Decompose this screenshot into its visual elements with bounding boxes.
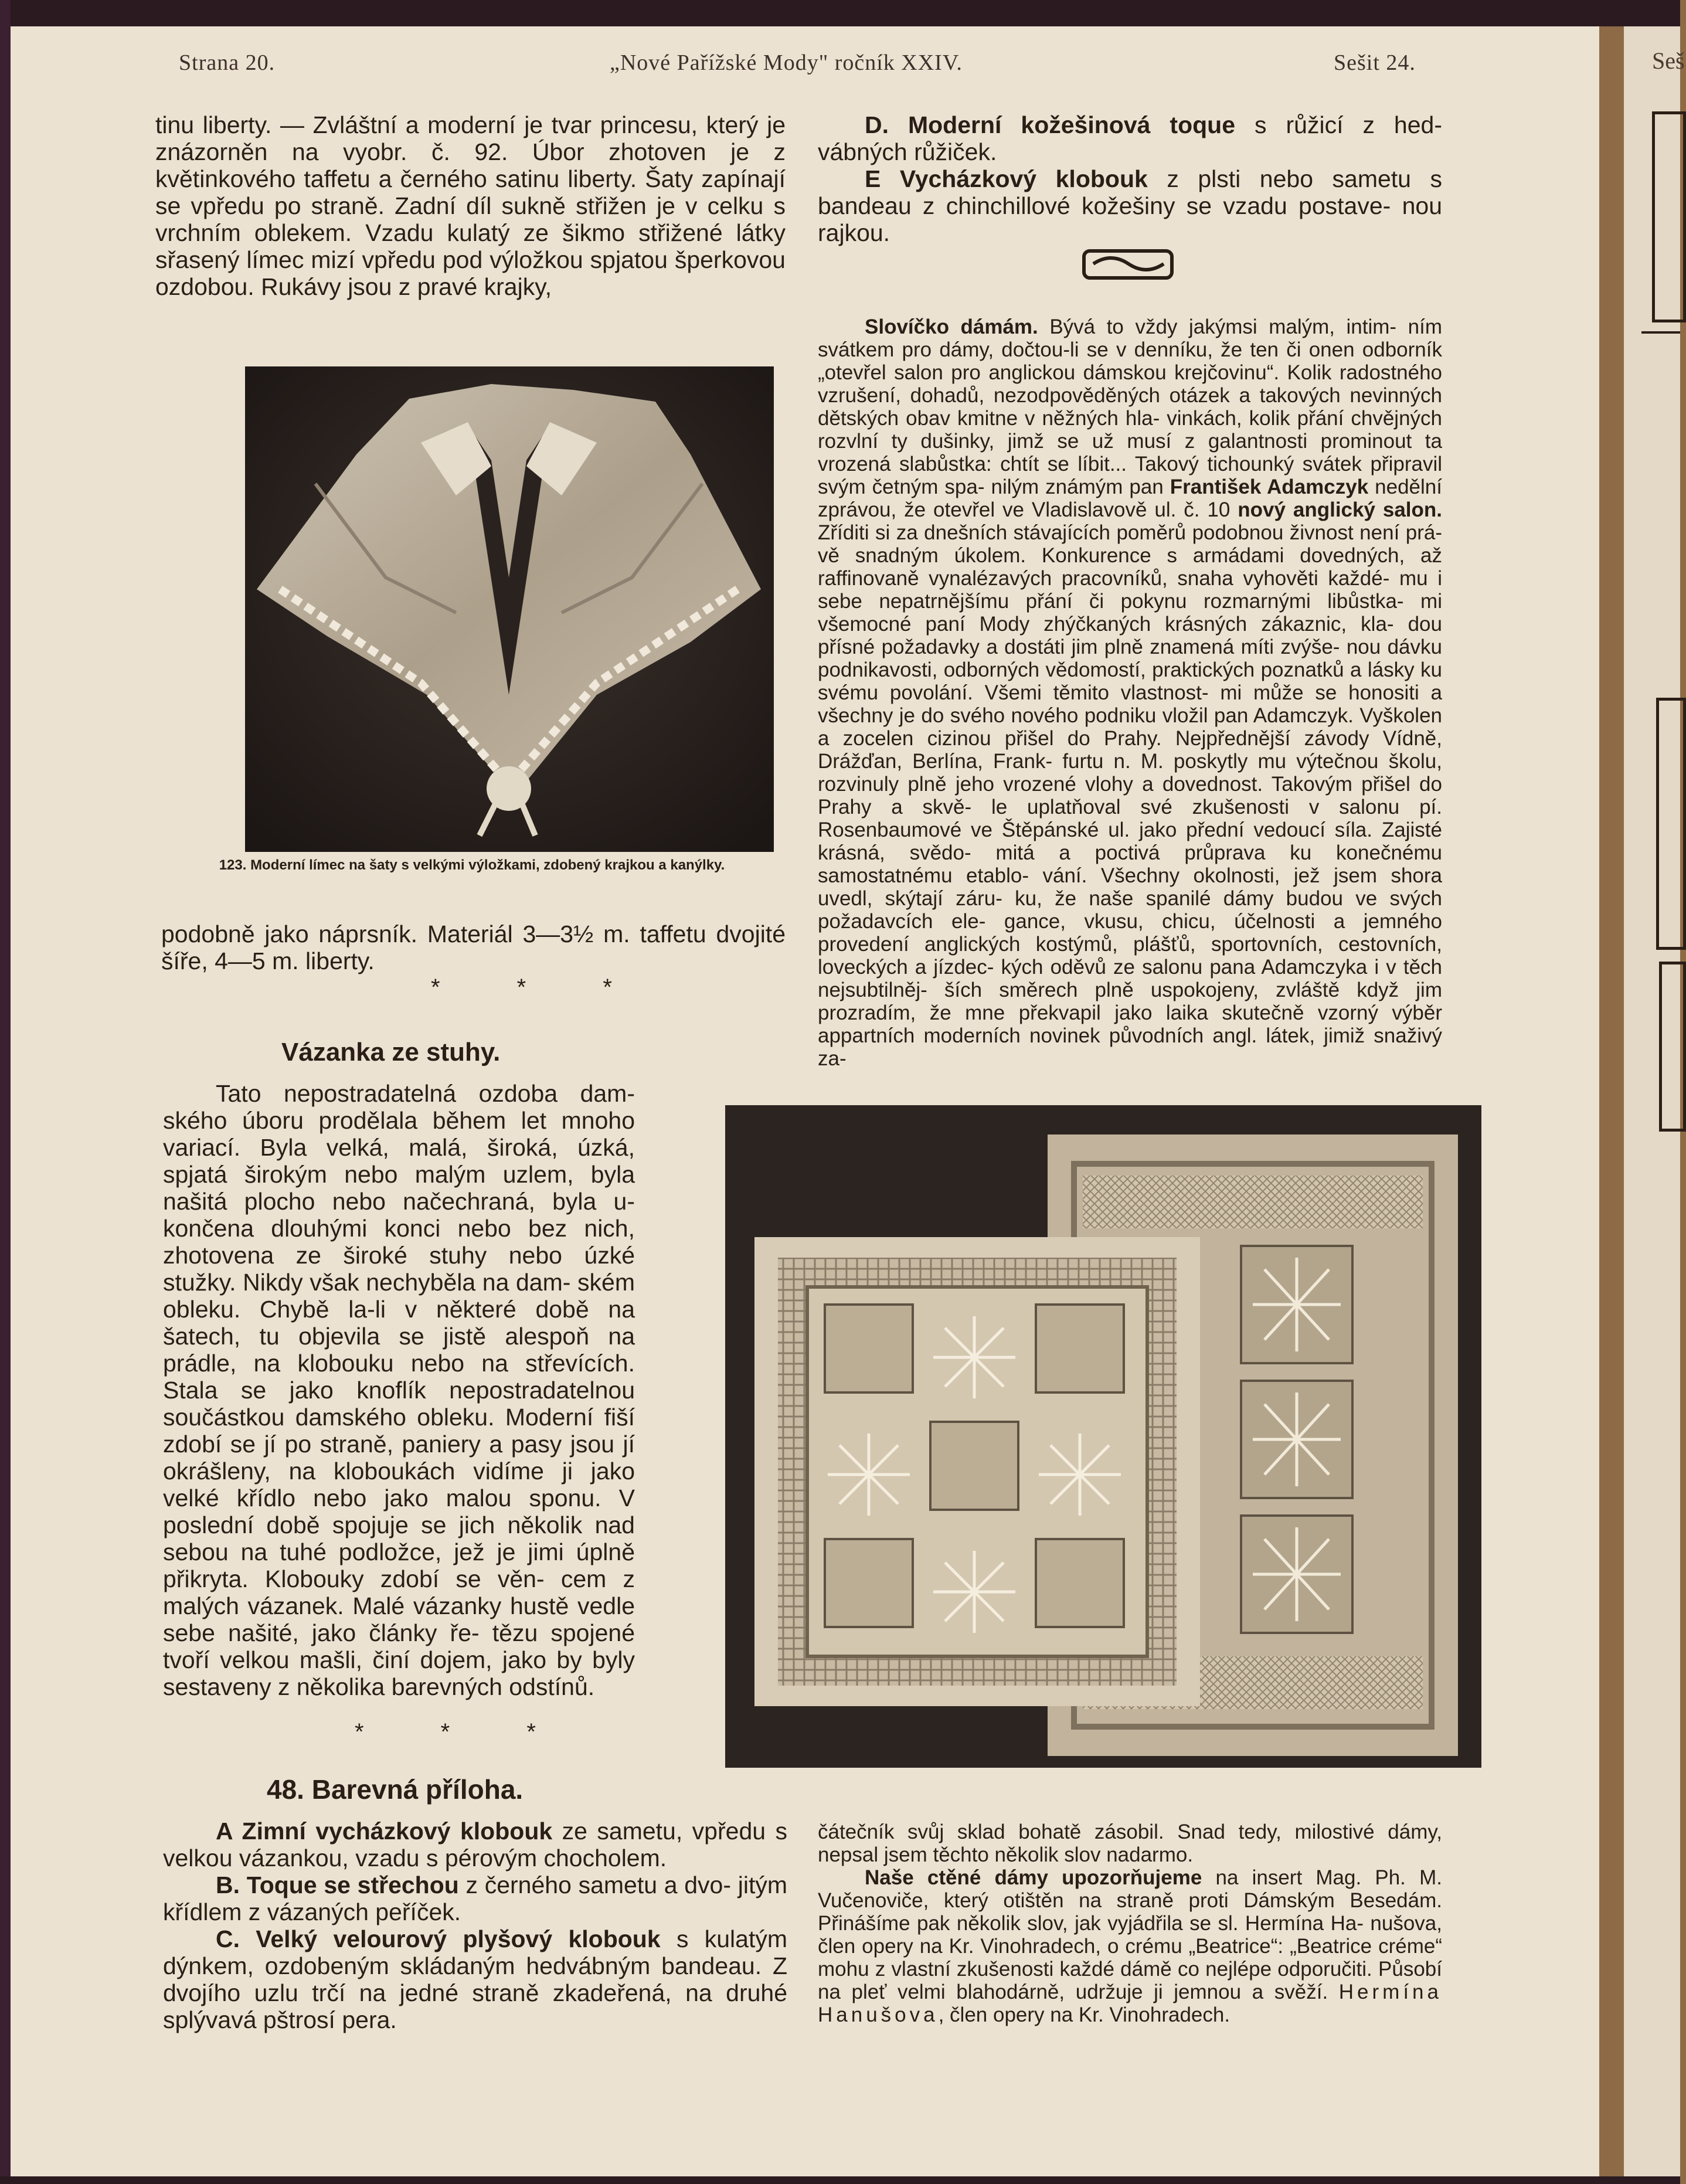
salon-name: nový anglický salon. xyxy=(1238,498,1442,521)
issue-number: Sešit 24. xyxy=(1334,50,1416,75)
separator-stars-2: * * * xyxy=(355,1719,571,1745)
plate-item-c: C. Velký velourový plyšový klobouk s kulatým dýnkem, ozdobeným skládaným hedvábným bandeau. Z dvojího uzlu trčí na jedné straně zkadeřená, na druhé splývavá pštrosí pera. xyxy=(163,1925,787,2033)
separator-stars: * * * xyxy=(431,974,647,1000)
scan-frame-top xyxy=(0,0,1680,26)
signature: Hermína Hanušova xyxy=(818,1981,1442,2026)
page-number: Strana 20. xyxy=(179,50,276,75)
next-page-ad-box-2 xyxy=(1656,698,1686,950)
notice-beatrice: Naše ctěné dámy upozorňujeme na insert Mag. Ph. M. Vučenoviče, který otištěn na straně proti Dámským Besedám. Přinášíme pak několik slov, jak vyjádřila se sl. Hermína Ha- nušova, člen opery na Kr. Vinohradech, o crému „Beatrice“: „Beatrice créme“ mohu z vlastní zkušenosti každé dámě co nejlépe odporučiti. Působí na pleť velmi blahodárně, udržuje ji jemnou a svěží. Hermína Hanušova, člen opery na Kr. Vinohradech. xyxy=(818,1866,1442,2026)
person-name: František Adamczyk xyxy=(1170,475,1369,498)
figure-124-125-pillow-photo xyxy=(725,1105,1481,1768)
scan-frame-bottom xyxy=(0,2176,1680,2184)
scan-frame-left xyxy=(0,0,11,2184)
ornament-vignette xyxy=(1082,246,1174,283)
plate-item-b: B. Toque se střechou z černého sametu a dvo- jitým křídlem z vázaných peříček. xyxy=(163,1871,787,1925)
plate-items xyxy=(163,1818,787,2033)
plate-item-a: A Zimní vycházkový klobouk ze sametu, vpředu s velkou vázankou, vzadu s pérovým chocholem. xyxy=(163,1818,788,1871)
next-page-header-fragment: Seš xyxy=(1652,47,1685,74)
left-after-figure: podobně jako náprsník. Materiál 3—3½ m. taffetu dvojité šíře, 4—5 m. liberty. xyxy=(161,921,786,974)
section-title-vazanka: Vázanka ze stuhy. xyxy=(281,1038,501,1066)
next-page-ad-box-3 xyxy=(1659,962,1686,1132)
plate-title: 48. Barevná příloha. xyxy=(267,1774,524,1805)
item-d: D. Moderní kožešinová toque s růžicí z hed- vábných růžiček. xyxy=(818,111,1442,165)
left-intro-paragraph: tinu liberty. — Zvláštní a moderní je tvar princesu, který je znázorněn na vyobr. č. 92. Úbor zhotoven je z květinkového taffetu a černého satinu liberty. Šaty zapínají se vpředu po straně. Zadní díl sukně střižen je v celku s vrchním oblekem. Vzadu kulatý ze šikmo střižené látky sřasený límec mizí vpředu pod výložkou spjatou šperkovou ozdobou. Rukávy jsou z pravé krajky, xyxy=(155,111,786,300)
right-items-de xyxy=(818,111,1442,246)
article-title: Slovíčko dámám. xyxy=(865,315,1038,338)
left-section-text: Tato nepostradatelná ozdoba dam- ského úboru prodělala během let mnoho variací. Byla velká, malá, široká, úzká, spjatá širokým nebo malým uzlem, byla našitá plocho nebo načechraná, byla u- končena dlouhými konci nebo bez nich, zhotovena ze široké stuhy nebo úzké stužky. Nikdy však nechyběla na dam- ském obleku. Chybě la-li v některé době na šatech, tu objevila se jistě alespoň na prádle, na klobouku nebo na střevících. Stala se jako knoflík nepostradatelnou součástkou damského obleku. Moderní fiší zdobí se jí po straně, paniery a pasy jsou jí okrášleny, na kloboukách vidíme ji jako velké křídlo nebo jako malou sponu. V poslední době spojuje se jich několik nad sebou na tuhé podložce, jež je jimi úplně přikryta. Klobouky zdobí se věn- cem z malých vázanek. Malé vázanky hustě vedle sebe našité, jako články ře- tězu spojené tvoří velkou mašli, činí dojem, jako by byly sestaveny z několika barevných odstínů. xyxy=(163,1080,635,1700)
article-continuation: čátečník svůj sklad bohatě zásobil. Snad tedy, milostivé dámy, nepsal jsem těchto několik slov nadarmo. Naše ctěné dámy upozorňujeme na insert Mag. Ph. M. Vučenoviče, který otištěn na straně proti Dámským Besedám. Přinášíme pak několik slov, jak vyjádřila se sl. Hermína Ha- nušova, člen opery na Kr. Vinohradech, o crému „Beatrice“: „Beatrice créme“ mohu z vlastní zkušenosti každé dámě co nejlépe odporučiti. Působí na pleť velmi blahodárně, udržuje ji jemnou a svěží. Hermína Hanušova, člen opery na Kr. Vinohradech. xyxy=(818,1820,1442,2026)
article-slovicko-damam: Slovíčko dámám. Bývá to vždy jakýmsi malým, intim- ním svátkem pro dámy, dočtou-li se v denníku, že ten či onen odborník „otevřel salon pro anglickou dámskou krejčovinu“. Kolik radostného vzrušení, dohadů, nezodpověděných otázek a takových nevinných dětských obav kmitne v něžných hla- vinkách, kolik přání chvějných rozvlní ty dušinky, jimž se už musí z galantnosti prominout ta vrozená slabůstka: chtít se líbit... Takový tichounký svátek připravil svým četným spa- nilým známým pan František Adamczyk nedělní zprávou, že otevřel ve Vladislavově ul. č. 10 nový anglický salon. Zříditi si za dnešních stávajících poměrů podobnou živnost není prá- vě snadným úkolem. Konkurence s armádami dovedných, až raffinovaně vynalézavých pracovníků, snaha vyhověti každé- mu i sebe nepatrnějšímu přání či pokynu rozmarnými libůstka- mi všemocné paní Mody zhýčkaných krásných zákaznic, kla- dou přísné požadavky a dostáti jim plně znamená míti zvýše- nou dávku podnikavosti, odborných vědomostí, praktických poznatků a lásky ku svému povolání. Všemi těmito vlastnost- mi může se honositi a všechny je do svého nového podniku vložil pan Adamczyk. Vyškolen a zocelen cizinou přišel do Prahy. Nejpřednější závody Vídně, Drážďan, Berlína, Frank- furtu n. M. poskytly mu výtečnou školu, rozvinuly plně jeho vrozené vlohy a dovednost. Takovým přišel do Prahy a skvě- le uplatňoval své zkušenosti v salonu pí. Rosenbaumové ve Štěpánské ul. jako přední vedoucí síla. Zajisté krásná, svědo- mitá a poctivá průprava ku konečnému samostatnému etablo- vání. Všechny okolnosti, jež jsem shora uvedl, skýtají záru- ku, že naše spanilé dámy budou ve svých požadavcích ele- gance, vkusu, chicu, účelnosti a jemného provedení anglických kostýmů, plášťů, sportovních, cestovních, loveckých a jízdec- kých oděvů ze salonu pana Adamczyka i v těch nejsubtilněj- ších směrech plně uspokojeny, zvláště když jim prozradím, že mne překvapil jako laika skutečně vzorný výběr appartních moderních novinek původních angl. látek, jimiž snaživý za- xyxy=(818,315,1442,1070)
item-e: E Vycházkový klobouk z plsti nebo sametu s bandeau z chinchillové kožešiny se vzadu postave- nou rajkou. xyxy=(818,165,1443,246)
figure-123-caption: 123. Moderní límec na šaty s velkými výložkami, zdobený krajkou a kanýlky. xyxy=(219,857,725,873)
next-page-ad-box xyxy=(1652,111,1686,322)
journal-title: „Nové Pařížské Mody" ročník XXIV. xyxy=(610,50,963,75)
next-page-rule xyxy=(1641,331,1680,334)
figure-123-collar-photo xyxy=(245,366,774,852)
